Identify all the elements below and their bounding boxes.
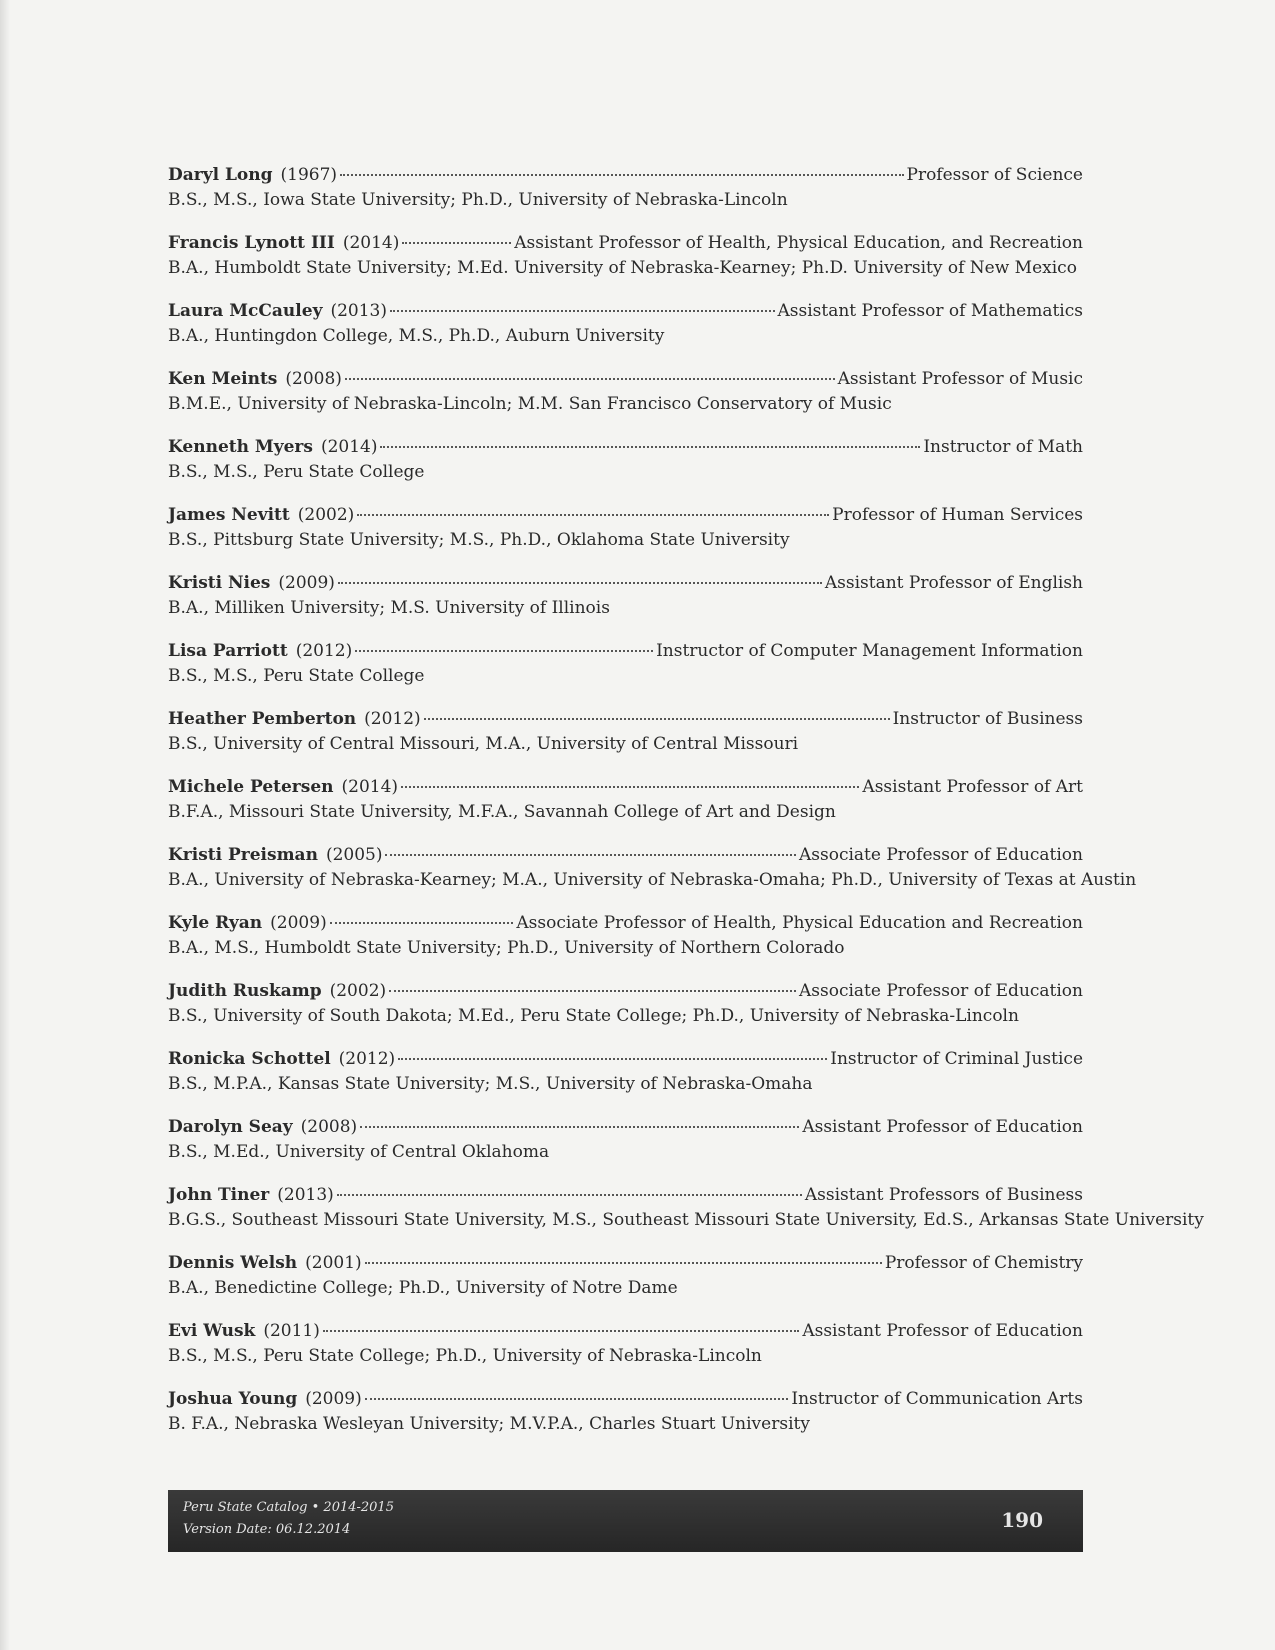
- faculty-degrees: B.S., University of South Dakota; M.Ed., Peru State College; Ph.D., University of Nebraska-Lincoln: [168, 1006, 1019, 1026]
- start-year: (2001): [305, 1253, 362, 1273]
- entry-heading: [168, 709, 1083, 733]
- start-year: (2014): [342, 233, 400, 253]
- faculty-entry: [168, 981, 1083, 1049]
- start-year: (2012): [364, 709, 421, 729]
- dot-leader: [338, 582, 822, 584]
- faculty-degrees: B.A., Benedictine College; Ph.D., University of Notre Dame: [168, 1278, 678, 1298]
- faculty-entry: [168, 1049, 1083, 1117]
- faculty-title: Assistant Professor of Education: [802, 1117, 1083, 1137]
- start-year: (2008): [285, 369, 342, 389]
- faculty-entry: [168, 505, 1083, 573]
- faculty-name: Laura McCauley: [168, 301, 323, 321]
- start-year: (2012): [338, 1049, 396, 1069]
- faculty-name: Lisa Parriott: [168, 641, 288, 661]
- dot-leader: [389, 990, 796, 992]
- dot-leader: [365, 1398, 789, 1400]
- faculty-name: Kenneth Myers: [168, 437, 313, 457]
- entry-heading: [168, 1185, 1083, 1209]
- faculty-name: Joshua Young: [168, 1389, 298, 1409]
- entry-heading: [168, 1253, 1083, 1277]
- start-year: (2005): [325, 845, 383, 865]
- dot-leader: [385, 854, 796, 856]
- faculty-name: Dennis Welsh: [168, 1253, 298, 1273]
- faculty-name: Ronicka Schottel: [168, 1049, 331, 1069]
- faculty-degrees: B.S., M.S., Peru State College: [168, 666, 425, 686]
- faculty-title: Assistant Professor of Mathematics: [777, 301, 1083, 321]
- faculty-entry: [168, 1321, 1083, 1389]
- entry-heading: [168, 301, 1083, 325]
- faculty-title: Assistant Professor of English: [824, 573, 1083, 593]
- faculty-entry: [168, 369, 1083, 437]
- faculty-entry: [168, 845, 1137, 913]
- faculty-degrees: B.S., Pittsburg State University; M.S., Ph.D., Oklahoma State University: [168, 530, 790, 550]
- faculty-title: Professor of Science: [906, 165, 1083, 185]
- entry-heading: [168, 913, 1083, 937]
- faculty-degrees: B.S., M.P.A., Kansas State University; M.S., University of Nebraska-Omaha: [168, 1074, 813, 1094]
- entry-heading: [168, 233, 1083, 257]
- start-year: (2013): [277, 1185, 334, 1205]
- faculty-name: Kristi Nies: [168, 573, 271, 593]
- faculty-entry: [168, 1185, 1204, 1253]
- faculty-title: Professor of Human Services: [832, 505, 1083, 525]
- entry-heading: [168, 165, 1083, 189]
- entry-heading: [168, 845, 1083, 869]
- start-year: (2012): [295, 641, 353, 661]
- faculty-name: Darolyn Seay: [168, 1117, 293, 1137]
- faculty-entry: [168, 1117, 1083, 1185]
- faculty-entry: [168, 709, 1083, 777]
- faculty-degrees: B.A., University of Nebraska-Kearney; M.A., University of Nebraska-Omaha; Ph.D., University of Texas at Austin: [168, 870, 1137, 890]
- faculty-degrees: B.A., Milliken University; M.S. University of Illinois: [168, 598, 610, 618]
- dot-leader: [340, 174, 903, 176]
- start-year: (2014): [341, 777, 399, 797]
- dot-leader: [390, 310, 775, 312]
- faculty-title: Assistant Professor of Health, Physical Education, and Recreation: [514, 233, 1083, 253]
- faculty-entry: [168, 913, 1083, 981]
- page-number: 190: [1001, 1508, 1043, 1532]
- faculty-name: Michele Petersen: [168, 777, 334, 797]
- footer-catalog-title: Peru State Catalog • 2014-2015: [183, 1500, 394, 1515]
- faculty-degrees: B.S., M.S., Iowa State University; Ph.D., University of Nebraska-Lincoln: [168, 190, 788, 210]
- faculty-degrees: B.G.S., Southeast Missouri State University, M.S., Southeast Missouri State University, Ed.S., Arkansas State University: [168, 1210, 1204, 1230]
- entry-heading: [168, 1389, 1083, 1413]
- faculty-name: Ken Meints: [168, 369, 278, 389]
- start-year: (2008): [300, 1117, 358, 1137]
- dot-leader: [355, 650, 653, 652]
- faculty-degrees: B.S., M.S., Peru State College; Ph.D., University of Nebraska-Lincoln: [168, 1346, 762, 1366]
- start-year: (2011): [263, 1321, 320, 1341]
- faculty-degrees: B.S., M.Ed., University of Central Oklahoma: [168, 1142, 550, 1162]
- entry-heading: [168, 641, 1083, 665]
- dot-leader: [330, 922, 514, 924]
- start-year: (1967): [280, 165, 338, 185]
- dot-leader: [402, 242, 511, 244]
- dot-leader: [360, 1126, 799, 1128]
- faculty-degrees: B.F.A., Missouri State University, M.F.A., Savannah College of Art and Design: [168, 802, 836, 822]
- faculty-degrees: B.M.E., University of Nebraska-Lincoln; M.M. San Francisco Conservatory of Music: [168, 394, 892, 414]
- faculty-title: Professor of Chemistry: [884, 1253, 1083, 1273]
- faculty-name: Daryl Long: [168, 165, 273, 185]
- faculty-title: Instructor of Business: [892, 709, 1083, 729]
- faculty-entry: [168, 573, 1083, 641]
- faculty-title: Assistant Professors of Business: [804, 1185, 1083, 1205]
- start-year: (2002): [329, 981, 387, 1001]
- start-year: (2013): [330, 301, 387, 321]
- start-year: (2002): [297, 505, 355, 525]
- faculty-title: Associate Professor of Education: [799, 845, 1083, 865]
- faculty-entry: [168, 437, 1083, 505]
- faculty-name: John Tiner: [168, 1185, 270, 1205]
- dot-leader: [380, 446, 920, 448]
- dot-leader: [424, 718, 890, 720]
- entry-heading: [168, 981, 1083, 1005]
- footer-version-date: Version Date: 06.12.2014: [183, 1522, 351, 1537]
- faculty-degrees: B.S., University of Central Missouri, M.A., University of Central Missouri: [168, 734, 799, 754]
- faculty-name: Evi Wusk: [168, 1321, 256, 1341]
- faculty-title: Assistant Professor of Music: [837, 369, 1083, 389]
- faculty-entry: [168, 1253, 1083, 1321]
- faculty-entry: [168, 301, 1083, 369]
- faculty-degrees: B.A., M.S., Humboldt State University; Ph.D., University of Northern Colorado: [168, 938, 845, 958]
- faculty-degrees: B.A., Huntingdon College, M.S., Ph.D., Auburn University: [168, 326, 665, 346]
- faculty-entry: [168, 1389, 1083, 1457]
- start-year: (2009): [305, 1389, 362, 1409]
- page-edge-shadow: [0, 0, 10, 1650]
- entry-heading: [168, 505, 1083, 529]
- start-year: (2009): [270, 913, 327, 933]
- entry-heading: [168, 369, 1083, 393]
- entry-heading: [168, 573, 1083, 597]
- faculty-entry: [168, 777, 1083, 845]
- faculty-entry: [168, 641, 1083, 709]
- entry-heading: [168, 1049, 1083, 1073]
- faculty-name: Kyle Ryan: [168, 913, 263, 933]
- faculty-entry: [168, 165, 1083, 233]
- faculty-title: Assistant Professor of Education: [802, 1321, 1083, 1341]
- faculty-title: Associate Professor of Education: [799, 981, 1083, 1001]
- faculty-title: Instructor of Math: [923, 437, 1083, 457]
- start-year: (2014): [320, 437, 378, 457]
- page-footer: [168, 1490, 1083, 1552]
- faculty-name: Heather Pemberton: [168, 709, 357, 729]
- faculty-title: Instructor of Criminal Justice: [830, 1049, 1083, 1069]
- start-year: (2009): [278, 573, 335, 593]
- faculty-name: Kristi Preisman: [168, 845, 318, 865]
- entry-heading: [168, 437, 1083, 461]
- faculty-entry: [168, 233, 1083, 301]
- faculty-degrees: B. F.A., Nebraska Wesleyan University; M.V.P.A., Charles Stuart University: [168, 1414, 810, 1434]
- faculty-name: Francis Lynott III: [168, 233, 335, 253]
- dot-leader: [337, 1194, 802, 1196]
- dot-leader: [323, 1330, 799, 1332]
- faculty-degrees: B.A., Humboldt State University; M.Ed. University of Nebraska-Kearney; Ph.D. University of New Mexico: [168, 258, 1077, 278]
- entry-heading: [168, 777, 1083, 801]
- faculty-name: Judith Ruskamp: [168, 981, 322, 1001]
- dot-leader: [345, 378, 835, 380]
- faculty-title: Assistant Professor of Art: [862, 777, 1083, 797]
- faculty-name: James Nevitt: [168, 505, 290, 525]
- faculty-title: Associate Professor of Health, Physical Education and Recreation: [516, 913, 1083, 933]
- entry-heading: [168, 1321, 1083, 1345]
- faculty-list: [168, 165, 1204, 1457]
- dot-leader: [401, 786, 859, 788]
- faculty-title: Instructor of Communication Arts: [791, 1389, 1083, 1409]
- faculty-title: Instructor of Computer Management Information: [656, 641, 1083, 661]
- dot-leader: [365, 1262, 882, 1264]
- dot-leader: [398, 1058, 827, 1060]
- dot-leader: [357, 514, 829, 516]
- entry-heading: [168, 1117, 1083, 1141]
- faculty-degrees: B.S., M.S., Peru State College: [168, 462, 425, 482]
